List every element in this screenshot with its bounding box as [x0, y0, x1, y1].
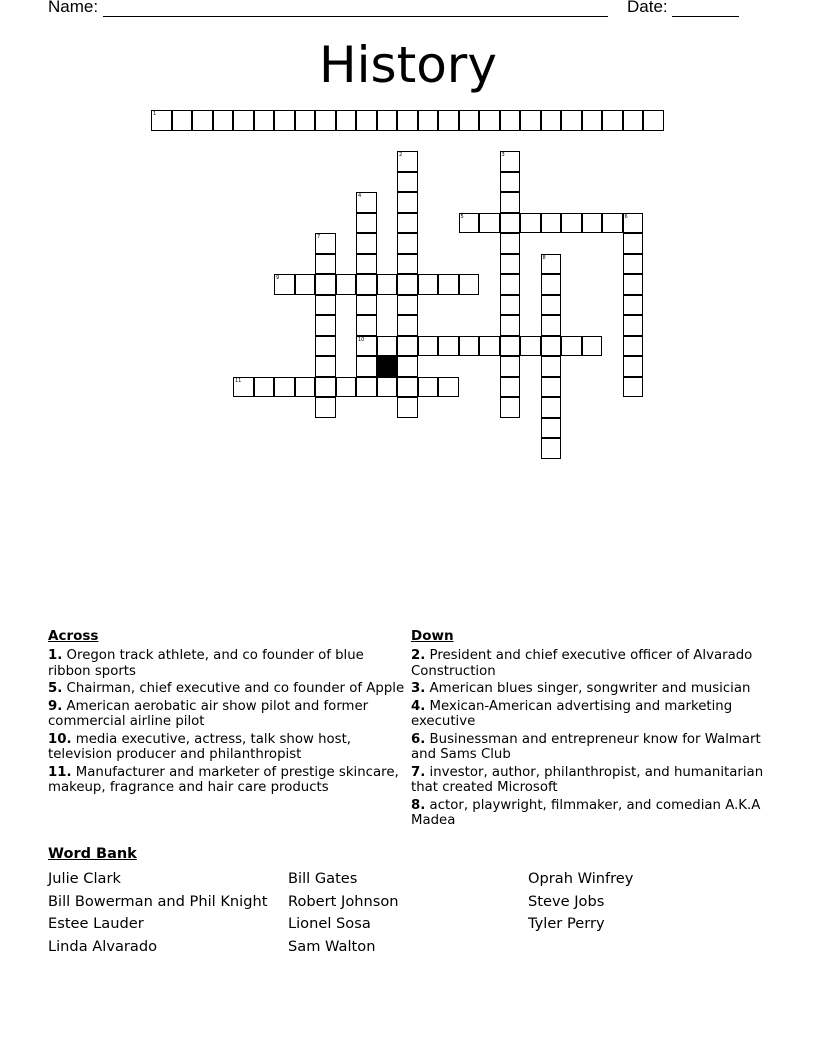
across-heading: Across	[48, 628, 99, 644]
word-bank-item: Lionel Sosa	[288, 915, 371, 933]
clue-number: 4	[358, 193, 362, 199]
grid-cell[interactable]	[315, 397, 336, 418]
grid-cell[interactable]	[602, 110, 623, 131]
clue-number: 9	[276, 275, 280, 281]
grid-cell[interactable]	[418, 110, 439, 131]
clue-down-4: 4. Mexican-American advertising and marketing executive	[411, 698, 733, 729]
grid-cell[interactable]	[479, 336, 500, 357]
grid-cell[interactable]	[315, 295, 336, 316]
grid-cell[interactable]	[397, 356, 418, 377]
grid-cell[interactable]	[582, 110, 603, 131]
grid-cell[interactable]	[520, 336, 541, 357]
grid-cell[interactable]	[479, 213, 500, 234]
grid-cell[interactable]	[623, 110, 644, 131]
word-bank-heading: Word Bank	[48, 846, 137, 862]
down-clues	[411, 628, 771, 831]
word-bank-item: Oprah Winfrey	[528, 870, 634, 887]
word-bank-item: Linda Alvarado	[48, 938, 158, 956]
grid-cell[interactable]	[397, 172, 418, 193]
grid-cell[interactable]	[336, 110, 357, 131]
grid-cell[interactable]	[336, 377, 357, 398]
grid-cell[interactable]	[315, 254, 336, 275]
word-bank-item: Steve Jobs	[528, 892, 605, 910]
grid-cell[interactable]	[356, 233, 377, 254]
grid-cell[interactable]	[356, 254, 377, 275]
grid-cell[interactable]	[500, 233, 521, 254]
grid-cell[interactable]	[397, 397, 418, 418]
grid-cell[interactable]	[397, 377, 418, 398]
grid-cell[interactable]	[315, 315, 336, 336]
grid-cell[interactable]	[418, 274, 439, 295]
clue-across-11: 11. Manufacturer and marketer of prestige skincare, makeup, fragrance and hair care products	[48, 764, 399, 795]
grid-cell[interactable]	[623, 254, 644, 275]
grid-cell[interactable]	[397, 315, 418, 336]
word-bank-item: Julie Clark	[48, 870, 121, 887]
grid-cell[interactable]	[315, 377, 336, 398]
grid-cell[interactable]	[500, 274, 521, 295]
grid-cell[interactable]	[397, 274, 418, 295]
word-bank-item: Bill Gates	[288, 870, 358, 887]
grid-cell[interactable]	[500, 213, 521, 234]
grid-cell[interactable]	[377, 377, 398, 398]
grid-cell[interactable]	[500, 315, 521, 336]
grid-cell[interactable]	[500, 295, 521, 316]
page-title: History	[319, 36, 497, 94]
grid-cell[interactable]	[561, 336, 582, 357]
clue-number: 1	[153, 111, 157, 117]
grid-cell[interactable]	[623, 336, 644, 357]
grid-cell[interactable]	[541, 438, 562, 459]
grid-cell[interactable]	[254, 377, 275, 398]
grid-cell[interactable]	[295, 110, 316, 131]
grid-cell[interactable]	[438, 336, 459, 357]
grid-cell[interactable]	[520, 213, 541, 234]
grid-cell[interactable]	[438, 274, 459, 295]
clue-down-7: 7. investor, author, philanthropist, and humanitarian that created Microsoft	[411, 764, 764, 795]
grid-cell[interactable]	[377, 110, 398, 131]
grid-cell[interactable]	[377, 274, 398, 295]
clue-down-2: 2. President and chief executive officer of Alvarado Construction	[411, 648, 753, 679]
grid-cell[interactable]	[500, 110, 521, 131]
grid-cell[interactable]	[397, 254, 418, 275]
grid-cell[interactable]	[356, 213, 377, 234]
grid-cell[interactable]	[397, 295, 418, 316]
clue-across-5: 5. Chairman, chief executive and co founder of Apple	[48, 681, 405, 696]
grid-cell[interactable]	[541, 315, 562, 336]
grid-cell[interactable]	[356, 110, 377, 131]
grid-cell[interactable]	[500, 192, 521, 213]
clue-number: 2	[399, 152, 403, 158]
grid-cell[interactable]	[438, 110, 459, 131]
grid-cell[interactable]	[356, 356, 377, 377]
clue-down-6: 6. Businessman and entrepreneur know for Walmart and Sams Club	[411, 731, 761, 762]
grid-cell[interactable]	[500, 356, 521, 377]
across-clues	[48, 628, 406, 798]
grid-cell[interactable]	[418, 336, 439, 357]
clue-number: 7	[317, 234, 321, 240]
grid-cell[interactable]	[582, 213, 603, 234]
grid-cell[interactable]	[500, 336, 521, 357]
grid-cell[interactable]	[397, 213, 418, 234]
grid-cell[interactable]	[295, 377, 316, 398]
grid-cell[interactable]	[541, 397, 562, 418]
grid-cell[interactable]	[356, 315, 377, 336]
date-label: Date:	[627, 0, 668, 16]
name-label: Name:	[48, 0, 99, 16]
down-heading: Down	[411, 628, 454, 644]
clue-number: 11	[235, 377, 242, 384]
word-bank-item: Bill Bowerman and Phil Knight	[48, 892, 268, 910]
grid-cell[interactable]	[520, 110, 541, 131]
grid-cell[interactable]	[623, 356, 644, 377]
crossword-grid	[0, 0, 816, 470]
grid-cell[interactable]	[336, 274, 357, 295]
grid-cell[interactable]	[541, 295, 562, 316]
grid-cell[interactable]	[541, 356, 562, 377]
grid-cell[interactable]	[377, 336, 398, 357]
grid-cell[interactable]	[438, 377, 459, 398]
grid-cell[interactable]	[623, 274, 644, 295]
grid-cell[interactable]	[623, 377, 644, 398]
grid-cell[interactable]	[459, 336, 480, 357]
word-bank-column	[48, 868, 267, 959]
word-bank	[48, 845, 137, 863]
clue-number: 6	[624, 213, 628, 220]
grid-cell[interactable]	[459, 274, 480, 295]
word-bank-item: Sam Walton	[288, 938, 376, 956]
grid-cell[interactable]	[541, 336, 562, 357]
clue-across-10: 10. media executive, actress, talk show host, television producer and philanthropist	[48, 731, 352, 762]
grid-cell[interactable]	[479, 110, 500, 131]
grid-cell[interactable]	[233, 110, 254, 131]
grid-cell[interactable]	[500, 377, 521, 398]
grid-cell[interactable]	[561, 110, 582, 131]
grid-cell[interactable]	[541, 418, 562, 439]
grid-cell[interactable]	[500, 397, 521, 418]
clue-down-8: 8. actor, playwright, filmmaker, and comedian A.K.A Madea	[411, 797, 761, 828]
grid-cell[interactable]	[541, 274, 562, 295]
grid-cell[interactable]	[500, 254, 521, 275]
grid-cell[interactable]	[254, 110, 275, 131]
clue-number: 5	[460, 213, 464, 220]
grid-cell[interactable]	[192, 110, 213, 131]
grid-cell[interactable]	[295, 274, 316, 295]
grid-cell[interactable]	[356, 295, 377, 316]
grid-cell[interactable]	[541, 110, 562, 131]
grid-cell[interactable]	[418, 377, 439, 398]
grid-cell[interactable]	[397, 192, 418, 213]
word-bank-column	[528, 868, 633, 936]
grid-cell[interactable]	[459, 110, 480, 131]
grid-cell[interactable]	[602, 213, 623, 234]
grid-cell[interactable]	[315, 274, 336, 295]
grid-cell[interactable]	[315, 356, 336, 377]
grid-cell[interactable]	[643, 110, 664, 131]
grid-cell[interactable]	[356, 274, 377, 295]
grid-cell[interactable]	[172, 110, 193, 131]
grid-cell[interactable]	[213, 110, 234, 131]
word-bank-column	[288, 868, 399, 959]
clue-number: 8	[542, 254, 546, 261]
grid-cell[interactable]	[623, 315, 644, 336]
grid-cell[interactable]	[397, 336, 418, 357]
clue-number: 10	[358, 336, 365, 343]
clue-number: 3	[501, 152, 505, 158]
black-square	[377, 356, 398, 377]
grid-cell[interactable]	[541, 213, 562, 234]
grid-cell[interactable]	[274, 377, 295, 398]
grid-cell[interactable]	[274, 110, 295, 131]
word-bank-item: Robert Johnson	[288, 892, 399, 910]
clue-down-3: 3. American blues singer, songwriter and musician	[411, 681, 751, 696]
grid-cell[interactable]	[582, 336, 603, 357]
clue-across-9: 9. American aerobatic air show pilot and former commercial airline pilot	[48, 698, 369, 729]
clue-across-1: 1. Oregon track athlete, and co founder of blue ribbon sports	[48, 648, 364, 679]
word-bank-item: Estee Lauder	[48, 915, 144, 933]
grid-cell[interactable]	[623, 295, 644, 316]
grid-cell[interactable]	[561, 213, 582, 234]
grid-cell[interactable]	[397, 110, 418, 131]
grid-cell[interactable]	[500, 172, 521, 193]
grid-cell[interactable]	[356, 377, 377, 398]
grid-cell[interactable]	[315, 110, 336, 131]
grid-cell[interactable]	[541, 377, 562, 398]
word-bank-item: Tyler Perry	[528, 915, 605, 933]
grid-cell[interactable]	[315, 336, 336, 357]
grid-cell[interactable]	[623, 233, 644, 254]
grid-cell[interactable]	[397, 233, 418, 254]
